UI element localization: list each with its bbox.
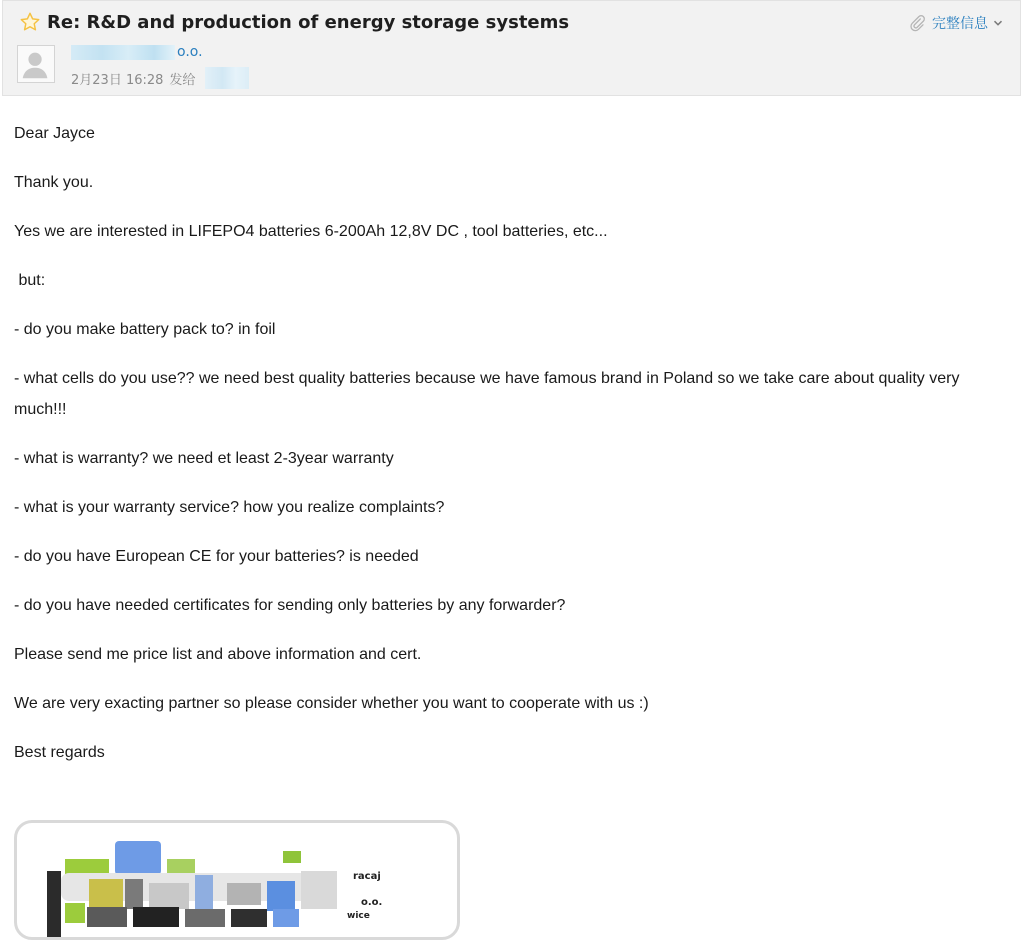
redacted-sender-name [71, 45, 175, 60]
sender-name[interactable] [71, 43, 203, 61]
body-paragraph: Yes we are interested in LIFEPO4 batteries 6-200Ah 12,8V DC , tool batteries, etc... [14, 223, 608, 240]
signature-logo-block [273, 909, 299, 927]
signature-logo-block [227, 883, 261, 905]
full-info-label: 完整信息 [932, 16, 988, 32]
signature-logo-block [283, 851, 301, 863]
signature-logo-block [185, 909, 225, 927]
paperclip-icon [908, 14, 926, 32]
body-paragraph: - what is warranty? we need et least 2-3year warranty [14, 450, 394, 467]
signature-image [14, 820, 460, 940]
signature-logo-block [133, 907, 179, 927]
sender-suffix: o.o. [177, 44, 203, 60]
signature-text: o.o. [361, 897, 383, 908]
body-paragraph: - do you make battery pack to? in foil [14, 321, 276, 338]
full-info-button[interactable] [908, 13, 1004, 33]
body-paragraph: but: [14, 272, 46, 289]
body-paragraph: - do you have European CE for your batteries? is needed [14, 548, 419, 565]
star-icon[interactable] [19, 11, 41, 33]
signature-logo-block [115, 841, 161, 875]
signature-text: wice [347, 911, 370, 921]
email-header [2, 0, 1021, 96]
email-subject: Re: R&D and production of energy storage systems [47, 12, 570, 33]
signature-logo-block [87, 907, 127, 927]
default-avatar-icon [18, 46, 54, 82]
sent-to-label: 发给 [169, 72, 196, 88]
signature-text: racaj [353, 871, 381, 882]
body-paragraph: Best regards [14, 744, 105, 761]
chevron-down-icon [992, 17, 1004, 29]
body-paragraph: Please send me price list and above information and cert. [14, 646, 422, 663]
signature-logo-block [47, 871, 61, 940]
body-paragraph: - what cells do you use?? we need best quality batteries because we have famous brand in Poland so we take care about quality very much!!! [14, 370, 964, 418]
signature-logo-block [125, 879, 143, 909]
body-paragraph: - do you have needed certificates for sending only batteries by any forwarder? [14, 597, 566, 614]
avatar[interactable] [17, 45, 55, 83]
redacted-recipient[interactable] [205, 67, 249, 89]
email-meta [71, 67, 249, 89]
signature-logo-block [195, 875, 213, 909]
body-paragraph: - what is your warranty service? how you realize complaints? [14, 499, 445, 516]
body-paragraph: Dear Jayce [14, 125, 95, 142]
body-paragraph: Thank you. [14, 174, 94, 191]
signature-logo-block [65, 903, 85, 923]
signature-logo-block [267, 881, 295, 911]
signature-logo-block [89, 879, 123, 909]
signature-logo-block [231, 909, 267, 927]
signature-logo-block [301, 871, 337, 909]
signature-logo-block [149, 883, 189, 909]
body-paragraph: We are very exacting partner so please consider whether you want to cooperate with us :) [14, 695, 649, 712]
email-date: 2月23日 16:28 [71, 72, 164, 88]
email-body [14, 118, 1004, 786]
